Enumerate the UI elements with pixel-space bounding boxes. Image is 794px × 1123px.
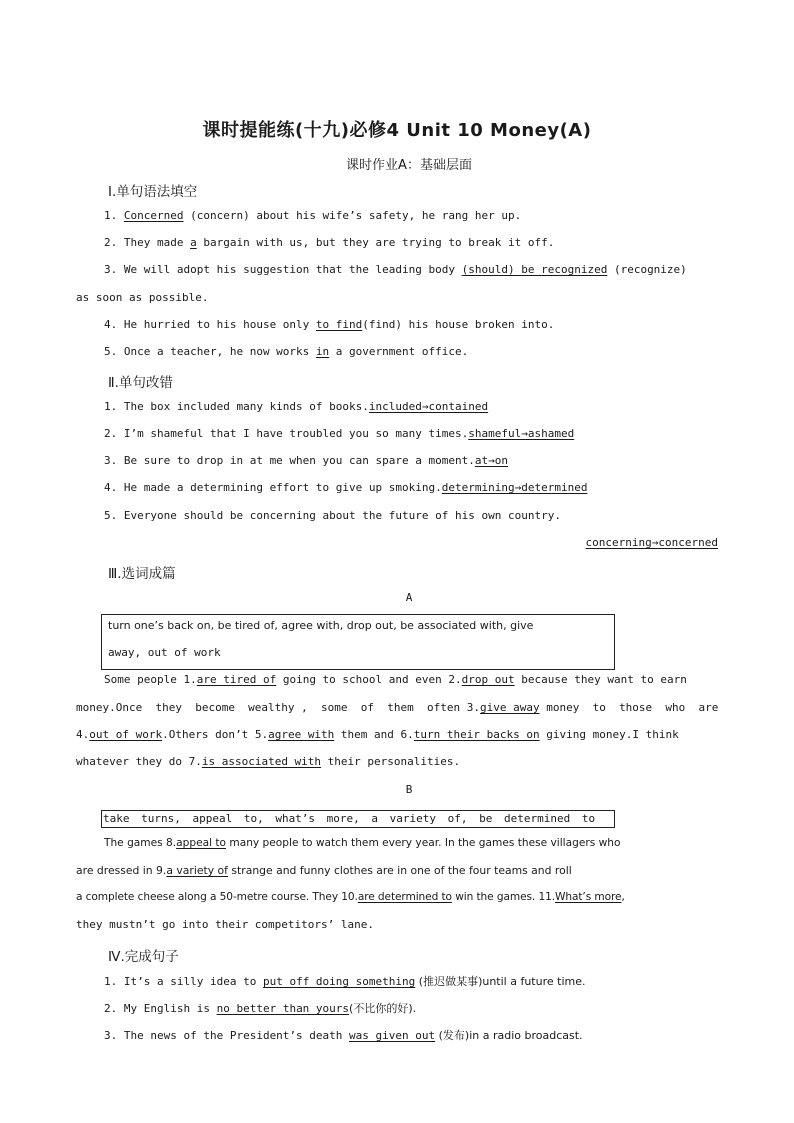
passage-line: The games 8.appeal to many people to watch them every year. In the games these villagers who <box>104 837 621 849</box>
question-line: 3. Be sure to drop in at me when you can spare a moment.at→on <box>104 454 508 467</box>
section-heading-word-choice: Ⅲ.选词成篇 <box>108 566 176 582</box>
passage-line: Some people 1.are tired of going to school and even 2.drop out because they want to earn <box>104 673 687 686</box>
question-continuation: as soon as possible. <box>76 291 209 304</box>
answer: turn their backs on <box>413 728 540 741</box>
page-subtitle: 课时作业A：基础层面 <box>346 158 472 173</box>
answer: shameful→ashamed <box>468 427 575 440</box>
answer: in <box>315 345 330 358</box>
passage-line: money.Once they become wealthy , some of them often 3.give away money to those who are <box>76 701 719 714</box>
page-title: 课时提能练(十九)必修4 Unit 10 Money(A) <box>202 120 592 141</box>
question-line: 3. The news of the President’s death was given out (发布)in a radio broadcast. <box>104 1029 583 1042</box>
answer: a <box>190 236 197 249</box>
answer: no better than yours <box>216 1002 350 1015</box>
question-line: 2. I’m shameful that I have troubled you so many times.shameful→ashamed <box>104 427 575 440</box>
passage-line: are dressed in 9.a variety of strange and funny clothes are in one of the four teams and roll <box>76 864 572 877</box>
answer: was given out <box>349 1029 436 1042</box>
question-line: 5. Once a teacher, he now works in a government office. <box>104 345 469 358</box>
answer: (should) be recognized <box>461 263 608 276</box>
answer: to find <box>315 318 363 331</box>
section-heading-error-correction: Ⅱ.单句改错 <box>108 375 173 391</box>
answer: drop out <box>461 673 515 686</box>
word-bank-line: away, out of work <box>108 646 221 659</box>
answer: Concerned <box>123 209 184 222</box>
answer: are tired of <box>196 673 277 686</box>
passage-line: a complete cheese along a 50-metre course. They 10.are determined to win the games. 11.What’s more, <box>76 891 625 903</box>
word-bank-a <box>101 614 615 670</box>
passage-line: whatever they do 7.is associated with their personalities. <box>76 755 461 768</box>
answer: put off doing something <box>262 975 416 988</box>
answer: What’s more <box>555 891 622 903</box>
section-heading-complete-sentences: Ⅳ.完成句子 <box>108 949 179 965</box>
section-heading-grammar-fill: Ⅰ.单句语法填空 <box>108 184 198 200</box>
question-line: 2. My English is no better than yours(不比你的好). <box>104 1002 417 1015</box>
part-label-a: A <box>405 591 413 604</box>
answer: are determined to <box>357 891 452 903</box>
question-line: 1. It’s a silly idea to put off doing something (推迟做某事)until a future time. <box>104 975 586 988</box>
question-line: 1. The box included many kinds of books.included→contained <box>104 400 489 413</box>
part-label-b: B <box>405 783 413 796</box>
answer: a variety of <box>166 864 228 877</box>
question-line: 5. Everyone should be concerning about the future of his own country. <box>104 509 561 522</box>
answer: concerning→concerned <box>585 536 718 549</box>
word-bank-line: turn one’s back on, be tired of, agree with, drop out, be associated with, give <box>108 619 534 632</box>
question-line: 4. He hurried to his house only to find(find) his house broken into. <box>104 318 555 331</box>
answer: out of work <box>89 728 163 741</box>
question-line: 4. He made a determining effort to give up smoking.determining→determined <box>104 481 588 494</box>
answer: appeal to <box>176 837 227 849</box>
answer: determining→determined <box>441 481 588 494</box>
answer: give away <box>479 701 540 714</box>
word-bank-b: take turns, appeal to, what’s more, a variety of, be determined to <box>101 810 615 828</box>
passage-line: 4.out of work.Others don’t 5.agree with them and 6.turn their backs on giving money.I think <box>76 728 679 741</box>
answer: at→on <box>474 454 508 467</box>
question-line: 3. We will adopt his suggestion that the leading body (should) be recognized (recognize) <box>104 263 687 276</box>
answer: agree with <box>268 728 335 741</box>
question-line: 2. They made a bargain with us, but they are trying to break it off. <box>104 236 555 249</box>
answer: included→contained <box>368 400 489 413</box>
passage-line: they mustn’t go into their competitors’ lane. <box>76 918 375 931</box>
answer: is associated with <box>201 755 322 768</box>
question-line: 1. Concerned (concern) about his wife’s safety, he rang her up. <box>104 209 522 222</box>
